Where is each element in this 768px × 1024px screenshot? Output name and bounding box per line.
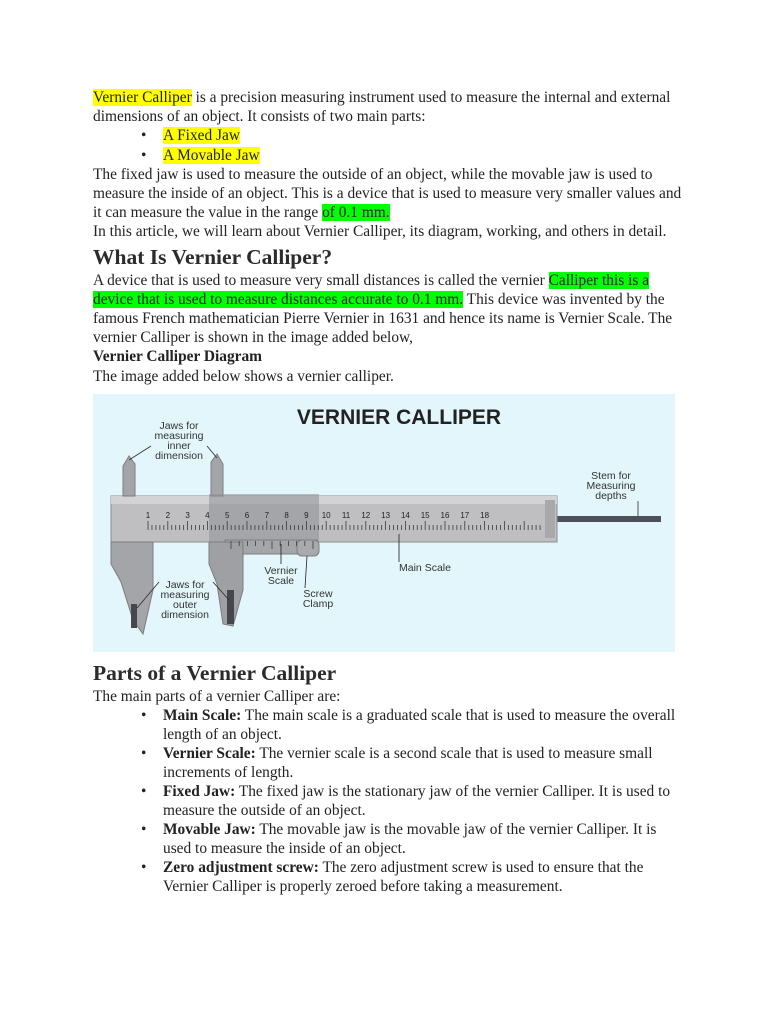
- label-outer-jaws-4: dimension: [161, 608, 209, 621]
- scale-number: 18: [480, 510, 490, 520]
- label-inner-jaws-1: Jaws for: [159, 419, 199, 432]
- highlight-term: Vernier Calliper: [93, 89, 192, 106]
- fixed-jaw-edge: [131, 604, 137, 628]
- scale-number: 12: [361, 510, 371, 520]
- label-stem-1: Stem for: [591, 469, 631, 482]
- label-screw-1: Screw: [303, 587, 333, 600]
- scale-number: 7: [264, 510, 270, 520]
- list-item: [163, 820, 683, 858]
- list-item-text: A Fixed Jaw: [163, 127, 240, 145]
- scale-number: 4: [205, 510, 210, 520]
- scale-number: 13: [381, 510, 391, 520]
- intro-paragraph: [93, 88, 683, 126]
- scale-number: 2: [165, 510, 171, 520]
- item-text: The movable jaw is the movable jaw of the vernier Calliper. It is used to measure the inside of an object.: [163, 821, 657, 858]
- beam-end: [545, 500, 555, 538]
- label-inner-jaws-4: dimension: [155, 449, 203, 462]
- scale-number: 5: [224, 510, 230, 520]
- parts-detail-list: [93, 706, 683, 896]
- list-item-text: A Movable Jaw: [163, 146, 260, 164]
- label-inner-jaws-3: inner: [167, 439, 191, 452]
- highlight-definition: Calliper this is a device that is used to measure distances accurate to 0.1 mm.: [93, 271, 650, 308]
- item-text: The vernier scale is a second scale that is used to measure small increments of length.: [163, 745, 653, 782]
- label-outer-jaws-1: Jaws for: [165, 578, 205, 591]
- item-term: Vernier Scale:: [163, 745, 256, 763]
- item-text: The main scale is a graduated scale that is used to measure the overall length of an object.: [163, 707, 676, 744]
- article-paragraph: In this article, we will learn about Vernier Calliper, its diagram, working, and others in detail.: [93, 223, 667, 241]
- label-outer-jaws-3: outer: [173, 598, 197, 611]
- depth-stem: [553, 516, 661, 522]
- label-vernier-1: Vernier: [264, 564, 298, 577]
- label-inner-jaws-2: measuring: [154, 429, 204, 442]
- diagram-title: VERNIER CALLIPER: [296, 405, 502, 429]
- item-term: Movable Jaw:: [163, 821, 256, 839]
- list-item: [163, 858, 683, 896]
- item-term: Zero adjustment screw:: [163, 859, 319, 877]
- scale-number: 16: [440, 510, 450, 520]
- scale-number: 11: [341, 510, 351, 520]
- scale-number: 14: [400, 510, 410, 520]
- list-item: [163, 706, 683, 744]
- item-term: Fixed Jaw:: [163, 783, 236, 801]
- label-screw-2: Clamp: [302, 597, 334, 610]
- scale-number: 17: [460, 510, 470, 520]
- screw-clamp: [297, 540, 319, 556]
- list-item: [163, 744, 683, 782]
- scale-number: 15: [420, 510, 430, 520]
- beam-highlight: [111, 496, 557, 504]
- list-item: [163, 126, 683, 145]
- intro-text: is a precision measuring instrument used to measure the internal and external dimensions of an object. It consists of two main parts:: [93, 89, 671, 126]
- movable-jaw-edge: [227, 590, 234, 624]
- subheading-diagram: Vernier Calliper Diagram: [93, 348, 262, 366]
- jaw-text: The fixed jaw is used to measure the outside of an object, while the movable jaw is used to measure the inside of an object. This is a device that is used to measure very smaller values and it can measure the value in the range: [93, 165, 682, 222]
- item-text: The fixed jaw is the stationary jaw of the vernier Calliper. It is used to measure the outside of an object.: [163, 783, 671, 820]
- parts-list: [93, 126, 683, 164]
- movable-inner-jaw: [211, 454, 223, 496]
- definition-text: A device that is used to measure very small distances is called the vernier: [93, 271, 549, 289]
- scale-number: 8: [284, 510, 289, 520]
- item-term: Main Scale:: [163, 707, 242, 725]
- parts-intro: The main parts of a vernier Calliper are:: [93, 687, 341, 705]
- highlight-range: of 0.1 mm.: [322, 204, 390, 222]
- scale-number: 9: [304, 510, 309, 520]
- movable-outer-jaw: [209, 542, 243, 626]
- item-text: The zero adjustment screw is used to ensure that the Vernier Calliper is properly zeroed before taking a measurement.: [163, 859, 644, 896]
- definition-paragraph: [93, 271, 683, 348]
- parts-section: [93, 687, 683, 896]
- label-outer-jaws-2: measuring: [160, 588, 210, 601]
- definition-text-end: This device was invented by the famous French mathematician Pierre Vernier in 1631 and hence its name is Vernier Scale. The vernier Calliper is shown in the image added below,: [93, 290, 673, 347]
- fixed-inner-jaw: [123, 456, 135, 496]
- label-stem-2: Measuring: [586, 479, 636, 492]
- scale-number: 10: [321, 510, 331, 520]
- vernier-calliper-diagram: [93, 394, 675, 652]
- label-stem-3: depths: [595, 489, 627, 502]
- scale-number: 1: [145, 510, 151, 520]
- scale-number: 3: [185, 510, 190, 520]
- label-vernier-2: Scale: [267, 574, 295, 587]
- label-main-scale: Main Scale: [399, 561, 451, 574]
- document-page: [93, 88, 683, 896]
- jaw-paragraph: [93, 165, 683, 223]
- list-item: [163, 146, 683, 165]
- section-heading-what-is: What Is Vernier Calliper?: [93, 244, 333, 269]
- section-heading-parts: Parts of a Vernier Calliper: [93, 660, 337, 685]
- list-item: [163, 782, 683, 820]
- diagram-caption: The image added below shows a vernier calliper.: [93, 367, 394, 385]
- calliper-illustration: [93, 394, 675, 652]
- scale-number: 6: [244, 510, 250, 520]
